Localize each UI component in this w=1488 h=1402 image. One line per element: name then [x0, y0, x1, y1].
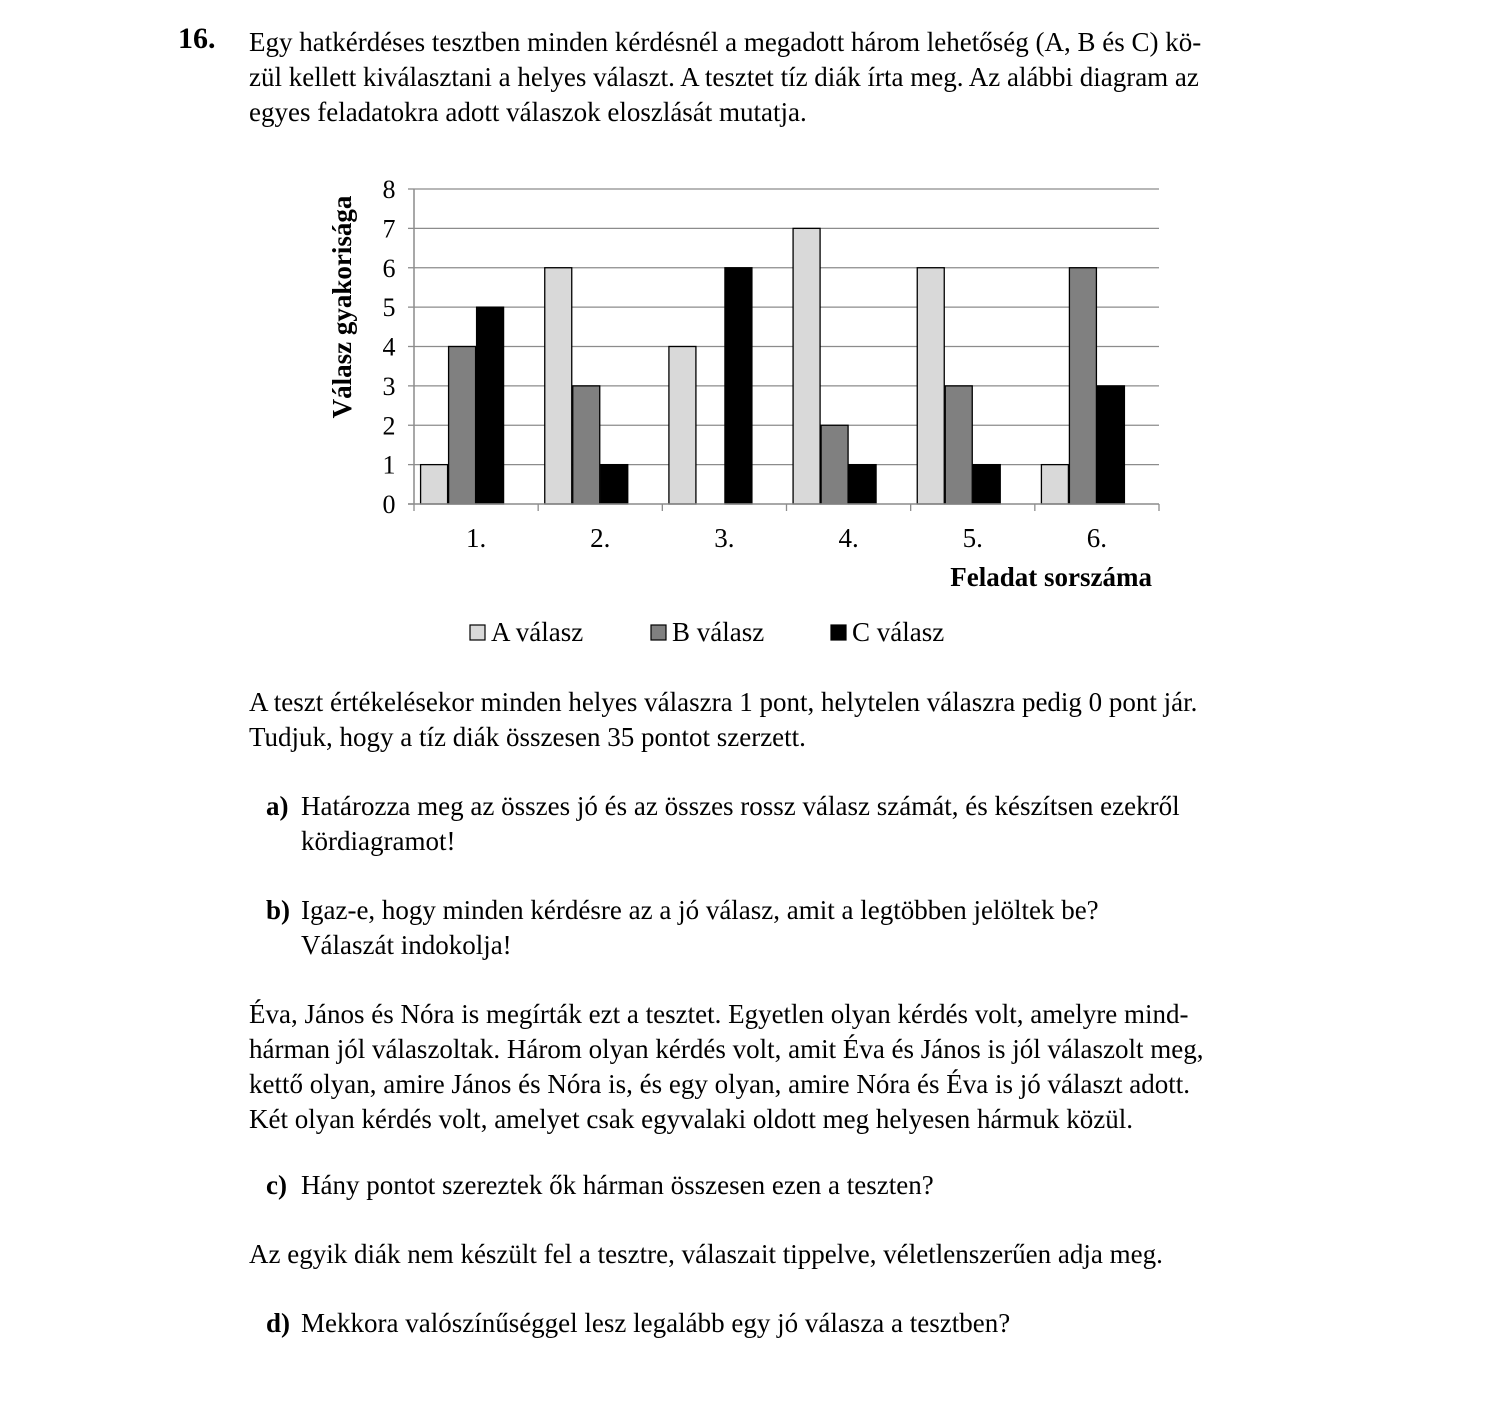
x-tick-label: 5. [962, 523, 983, 553]
bar [1041, 465, 1068, 504]
question-a [266, 789, 1313, 859]
question-a-line2: kördiagramot! [301, 826, 456, 856]
legend-swatch [831, 625, 846, 640]
x-tick-label: 6. [1086, 523, 1108, 553]
story-line: hárman jól válaszoltak. Három olyan kérdés volt, amit Éva és János is jól válaszolt meg, [249, 1034, 1204, 1064]
question-c [266, 1168, 1313, 1203]
story-line: Két olyan kérdés volt, amelyet csak egyvalaki oldott meg helyesen hármuk közül. [249, 1104, 1133, 1134]
x-tick-label: 1. [465, 523, 487, 553]
story-line: Éva, János és Nóra is megírták ezt a tesztet. Egyetlen olyan kérdés volt, amelyre mind- [249, 999, 1189, 1029]
bar [725, 268, 752, 504]
scoring-line: Tudjuk, hogy a tíz diák összesen 35 pontot szerzett. [249, 722, 806, 752]
bar [1097, 386, 1124, 504]
bar [821, 425, 848, 504]
scoring-paragraph [249, 685, 1313, 755]
bar [601, 465, 628, 504]
y-tick-label: 3 [382, 371, 396, 401]
story-line: kettő olyan, amire János és Nóra is, és egy olyan, amire Nóra és Éva is jó választ adott. [249, 1069, 1190, 1099]
question-c-label: c) [266, 1170, 287, 1200]
bar [449, 347, 476, 505]
y-axis-title: Válasz gyakorisága [327, 195, 357, 419]
bar [421, 465, 448, 504]
question-d-label: d) [266, 1308, 291, 1338]
legend-label: A válasz [491, 617, 584, 647]
y-tick-label: 6 [382, 253, 396, 283]
legend-swatch [651, 625, 666, 640]
legend-swatch [470, 625, 485, 640]
y-tick-label: 0 [382, 490, 396, 519]
bar [793, 228, 820, 504]
bar [477, 307, 504, 504]
story-paragraph [249, 997, 1313, 1137]
legend-label: C válasz [852, 617, 945, 647]
intro-line: zül kellett kiválasztani a helyes választ. A tesztet tíz diák írta meg. Az alábbi diagram az [249, 62, 1199, 92]
y-tick-label: 5 [382, 293, 396, 323]
bar [917, 268, 944, 504]
x-axis-title: Feladat sorszáma [950, 562, 1152, 592]
bar [849, 465, 876, 504]
y-tick-label: 1 [382, 450, 396, 480]
guess-line: Az egyik diák nem készült fel a tesztre, válaszait tippelve, véletlenszerűen adja meg. [249, 1239, 1163, 1269]
guess-paragraph [249, 1237, 1313, 1272]
question-b [266, 893, 1313, 963]
intro-line: Egy hatkérdéses tesztben minden kérdésnél a megadott három lehetőség (A, B és C) kö- [249, 27, 1202, 57]
question-b-line2: Válaszát indokolja! [301, 930, 512, 960]
question-b-line1: Igaz-e, hogy minden kérdésre az a jó válasz, amit a legtöbben jelöltek be? [301, 895, 1099, 925]
x-tick-label: 4. [838, 523, 859, 553]
intro-line: egyes feladatokra adott válaszok eloszlását mutatja. [249, 97, 807, 127]
question-b-label: b) [266, 895, 291, 925]
bar [945, 386, 972, 504]
problem-number: 16. [178, 22, 216, 55]
scoring-line: A teszt értékelésekor minden helyes válaszra 1 pont, helytelen válaszra pedig 0 pont jár. [249, 687, 1198, 717]
y-tick-label: 8 [382, 175, 396, 204]
bar-chart [0, 0, 1488, 680]
legend-label: B válasz [672, 617, 765, 647]
y-tick-label: 7 [382, 214, 396, 244]
question-d [266, 1306, 1313, 1341]
bar [573, 386, 600, 504]
y-tick-label: 4 [382, 332, 396, 362]
x-tick-label: 3. [714, 523, 735, 553]
bar [545, 268, 572, 504]
bar [973, 465, 1000, 504]
question-a-label: a) [266, 791, 289, 821]
bar [669, 347, 696, 505]
bar [1069, 268, 1096, 504]
question-c-line1: Hány pontot szereztek ők hárman összesen ezen a teszten? [301, 1170, 934, 1200]
question-a-line1: Határozza meg az összes jó és az összes rossz válasz számát, és készítsen ezekről [301, 791, 1180, 821]
x-tick-label: 2. [590, 523, 611, 553]
question-d-line1: Mekkora valószínűséggel lesz legalább egy jó válasza a tesztben? [301, 1308, 1011, 1338]
y-tick-label: 2 [382, 411, 396, 441]
